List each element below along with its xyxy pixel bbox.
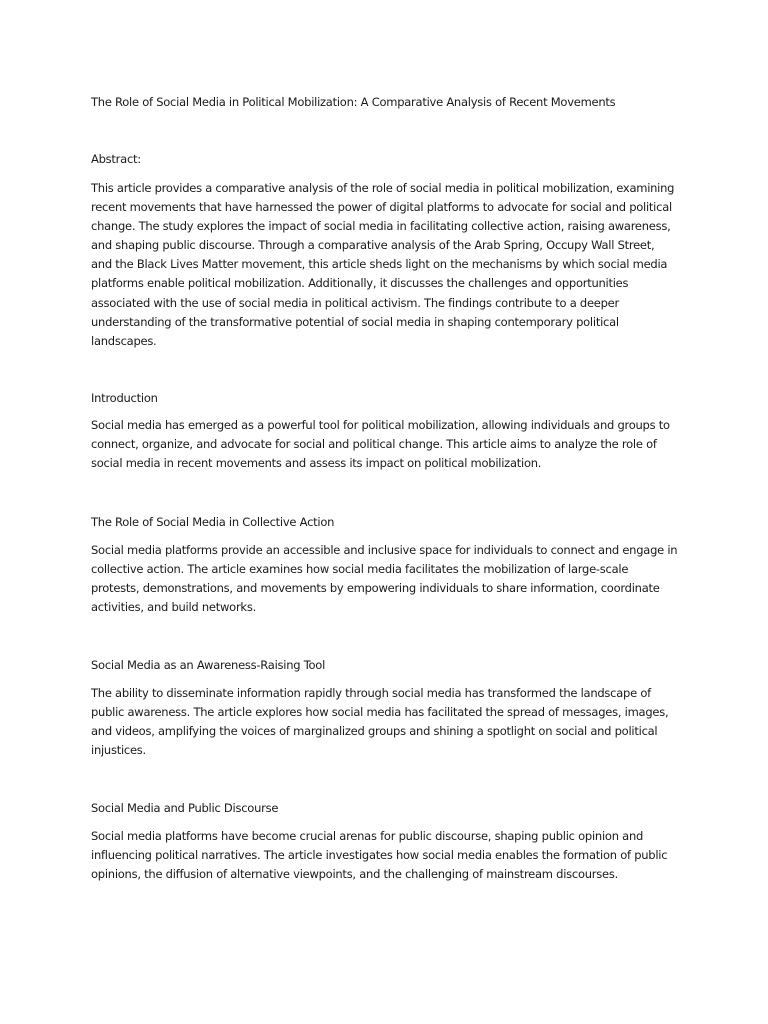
paragraph-line: platforms enable political mobilization. Additionally, it discusses the challenges and opportunities xyxy=(91,276,629,291)
paragraph-line: influencing political narratives. The article investigates how social media enables the formation of public xyxy=(91,848,668,863)
paragraph-line: Social media has emerged as a powerful tool for political mobilization, allowing individuals and groups to xyxy=(91,418,670,432)
paragraph-line: landscapes. xyxy=(91,333,157,348)
paragraph-line: public awareness. The article explores how social media has facilitated the spread of messages, images, xyxy=(91,705,669,720)
paragraph-line: social media in recent movements and assess its impact on political mobilization. xyxy=(91,456,542,471)
paragraph-line: connect, organize, and advocate for social and political change. This article aims to analyze the role of xyxy=(91,437,657,452)
paragraph-line: activities, and build networks. xyxy=(91,600,256,615)
section-heading-collective-action: The Role of Social Media in Collective Action xyxy=(91,515,335,529)
paragraph-line: The ability to disseminate information rapidly through social media has transformed the landscape of xyxy=(91,686,651,700)
paragraph-line: and videos, amplifying the voices of marginalized groups and shining a spotlight on social and political xyxy=(91,724,658,739)
paragraph-line: opinions, the diffusion of alternative viewpoints, and the challenging of mainstream discourses. xyxy=(91,867,618,882)
paragraph-line: and the Black Lives Matter movement, this article sheds light on the mechanisms by which social media xyxy=(91,257,668,272)
paragraph-line: injustices. xyxy=(91,743,146,758)
paragraph-line: associated with the use of social media in political activism. The findings contribute to a deeper xyxy=(91,295,619,310)
paragraph-line: collective action. The article examines how social media facilitates the mobilization of large-scale xyxy=(91,562,629,577)
abstract-paragraph xyxy=(91,179,691,351)
section-heading-awareness: Social Media as an Awareness-Raising Tool xyxy=(91,658,326,672)
paragraph-line: change. The study explores the impact of social media in facilitating collective action, raising awareness, xyxy=(91,219,671,234)
section-heading-public-discourse: Social Media and Public Discourse xyxy=(91,801,279,815)
abstract-heading: Abstract: xyxy=(91,152,141,166)
paragraph-line: Social media platforms have become crucial arenas for public discourse, shaping public opinion and xyxy=(91,829,644,843)
section-heading-introduction: Introduction xyxy=(91,391,158,405)
section-paragraph-public-discourse xyxy=(91,827,691,884)
paragraph-line: and shaping public discourse. Through a comparative analysis of the Arab Spring, Occupy Wall Street, xyxy=(91,238,655,253)
section-paragraph-introduction xyxy=(91,416,691,473)
section-paragraph-awareness xyxy=(91,684,691,760)
document-title: The Role of Social Media in Political Mobilization: A Comparative Analysis of Recent Movements xyxy=(91,95,616,109)
paragraph-line: understanding of the transformative potential of social media in shaping contemporary political xyxy=(91,314,619,329)
paragraph-line: recent movements that have harnessed the power of digital platforms to advocate for social and political xyxy=(91,200,672,215)
section-paragraph-collective-action xyxy=(91,541,691,617)
paragraph-line: protests, demonstrations, and movements by empowering individuals to share information, coordinate xyxy=(91,581,660,596)
paragraph-line: This article provides a comparative analysis of the role of social media in political mobilization, examining xyxy=(91,181,675,195)
paragraph-line: Social media platforms provide an accessible and inclusive space for individuals to connect and engage in xyxy=(91,543,678,557)
